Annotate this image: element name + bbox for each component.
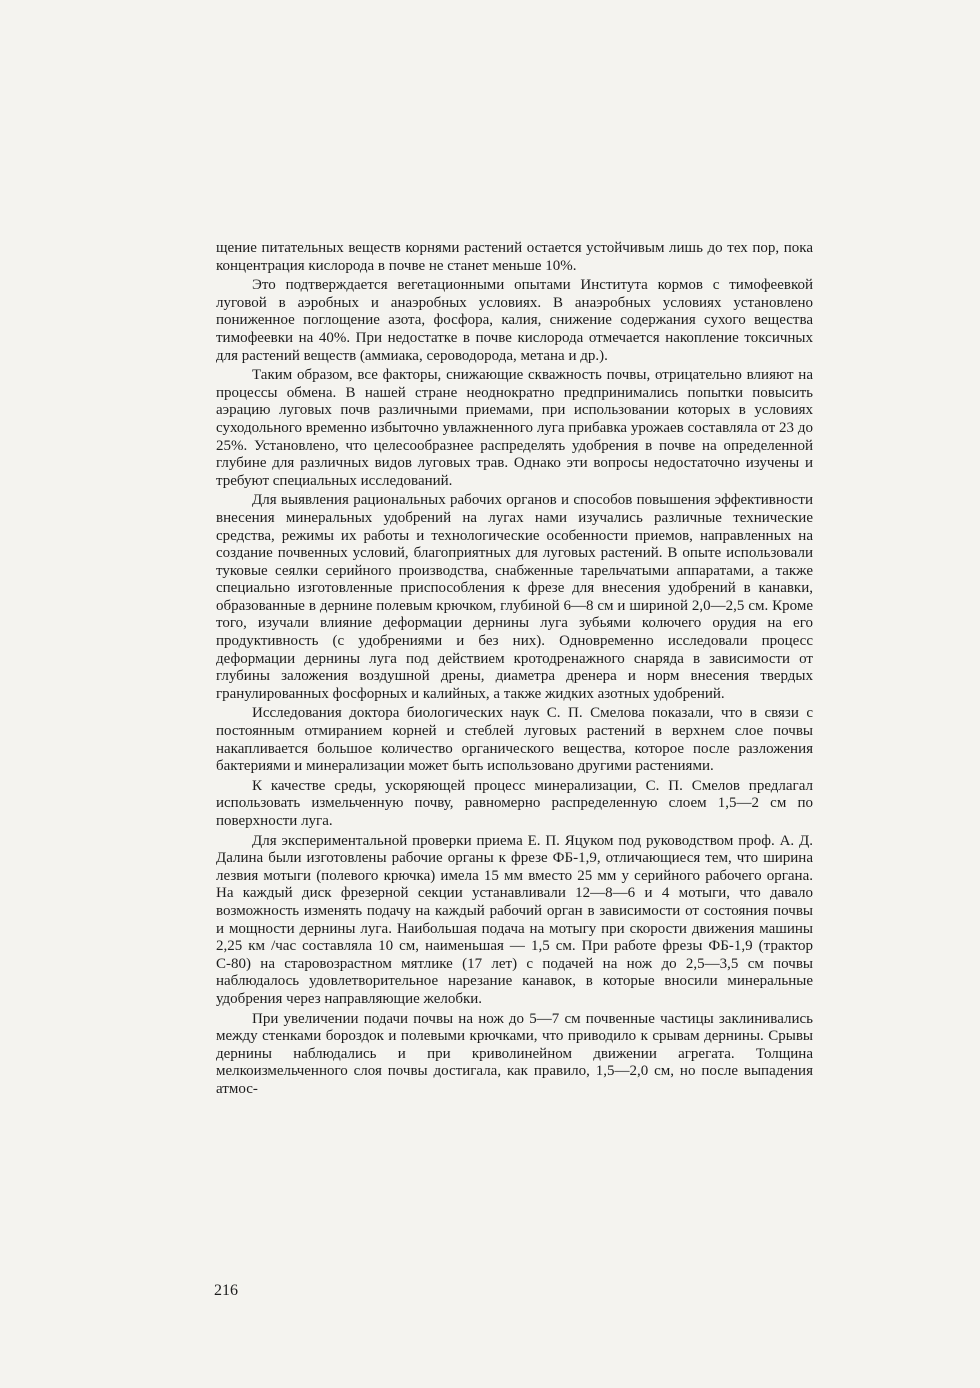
paragraph-8: При увеличении подачи почвы на нож до 5—7 см почвенные частицы заклинивались между стенками бороздок и полевыми крючками, что приводило к срывам дернины. Срывы дернины наблюдались и при криволинейном движении агрегата. Толщина мелкоизмельченного слоя почвы достигала, как правило, 1,5—2,0 см, но после выпадения атмос-: [216, 1010, 813, 1097]
paragraph-5: Исследования доктора биологических наук С. П. Смелова показали, что в связи с постоянным отмиранием корней и стеблей луговых растений в верхнем слое почвы накапливается большое количество органического вещества, которое после разложения бактериями и минерализации может быть использовано другими растениями.: [216, 705, 813, 775]
paragraph-6: К качестве среды, ускоряющей процесс минерализации, С. П. Смелов предлагал использовать измельченную почву, равномерно распределенную слоем 1,5—2 см по поверхности луга.: [216, 777, 813, 829]
paragraph-7: Для экспериментальной проверки приема Е. П. Яцуком под руководством проф. А. Д. Далина были изготовлены рабочие органы к фрезе ФБ-1,9, отличающиеся тем, что ширина лезвия мотыги (полевого крючка) имела 15 мм вместо 25 мм у серийного рабочего органа. На каждый диск фрезерной секции устанавливали 12—8—6 и 4 мотыги, что давало возможность изменять подачу на каждый рабочий орган в зависимости от состояния почвы и мощности дернины луга. Наибольшая подача на мотыгу при скорости движения машины 2,25 км /час составляла 10 см, наименьшая — 1,5 см. При работе фрезы ФБ-1,9 (трактор С-80) на старовозрастном мятлике (17 лет) с подачей на нож до 2,5—3,5 см почвы наблюдалось удовлетворительное нарезание канавок, в которые вносили минеральные удобрения через направляющие желобки.: [216, 832, 813, 1007]
paragraph-3: Таким образом, все факторы, снижающие скважность почвы, отрицательно влияют на процессы обмена. В нашей стране неоднократно предпринимались попытки повысить аэрацию луговых почв различными приемами, при использовании которых в условиях суходольного временно избыточно увлажненного луга прибавка урожаев составляла от 23 до 25%. Установлено, что целесообразнее распределять удобрения в почве на определенной глубине для различных видов луговых трав. Однако эти вопросы недостаточно изучены и требуют специальных исследований.: [216, 367, 813, 489]
paragraph-1: щение питательных веществ корнями растений остается устойчивым лишь до тех пор, пока концентрация кислорода в почве не станет меньше 10%.: [216, 240, 813, 274]
paragraph-4: Для выявления рациональных рабочих органов и способов повышения эффективности внесения минеральных удобрений на лугах нами изучались различные технические средства, режимы их работы и технологические особенности приемов, направленных на создание почвенных условий, благоприятных для луговых растений. В опыте использовали туковые сеялки серийного производства, снабженные тарельчатыми аппаратами, а также специально изготовленные приспособления к фрезе для внесения удобрений в канавки, образованные в дернине полевым крючком, глубиной 6—8 см и шириной 2,0—2,5 см. Кроме того, изучали влияние деформации дернины луга зубьями колючего орудия на его продуктивность (с удобрениями и без них). Одновременно исследовали процесс деформации дернины луга под действием кротодренажного снаряда в зависимости от глубины заложения воздушной дрены, диаметра дренера и норм внесения твердых гранулированных фосфорных и калийных, а также жидких азотных удобрений.: [216, 492, 813, 702]
page-number: 216: [214, 1282, 238, 1299]
body-text: [216, 240, 813, 1101]
paragraph-2: Это подтверждается вегетационными опытами Института кормов с тимофеевкой луговой в аэробных и анаэробных условиях. В анаэробных условиях установлено пониженное поглощение азота, фосфора, калия, снижение содержания сухого вещества тимофеевки на 40%. При недостатке в почве кислорода отмечается накопление токсичных для растений веществ (аммиака, сероводорода, метана и др.).: [216, 277, 813, 364]
